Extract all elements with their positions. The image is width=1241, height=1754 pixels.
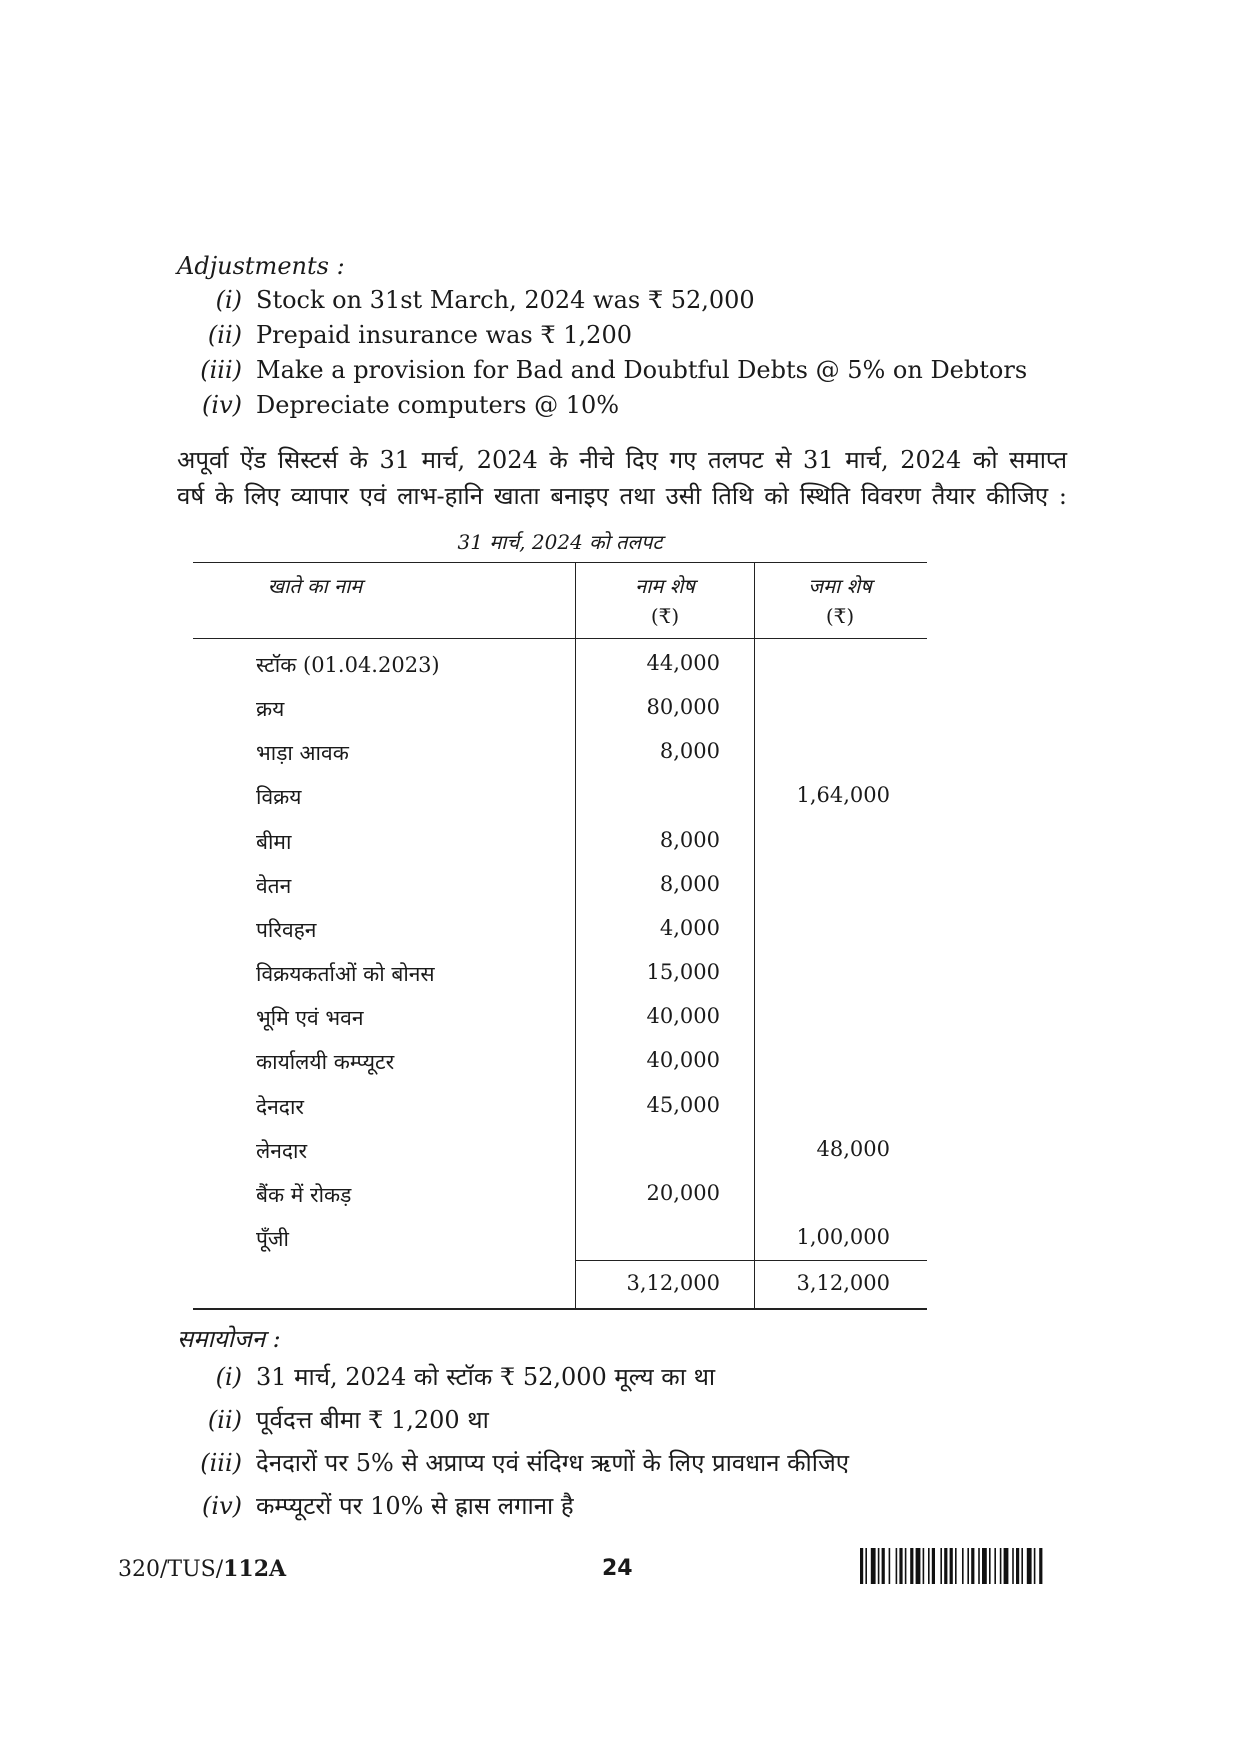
- trial-balance-title: 31 मार्च, 2024 को तलपट: [457, 530, 663, 554]
- question-line-hindi: वर्ष के लिए व्यापार एवं लाभ-हानि खाता बनाइए तथा उसी तिथि को स्थिति विवरण तैयार कीजिए :: [177, 482, 1067, 510]
- account-name: पूँजी: [256, 1227, 289, 1251]
- debit-amount: 45,000: [646, 1093, 720, 1117]
- credit-amount: 1,00,000: [796, 1225, 890, 1249]
- account-name: स्टॉक (01.04.2023): [256, 653, 440, 677]
- adjustment-item-hindi: (ii) पूर्वदत्त बीमा ₹ 1,200 था: [207, 1406, 489, 1434]
- account-name: भाड़ा आवक: [256, 741, 349, 765]
- account-name: बैंक में रोकड़: [256, 1183, 352, 1207]
- adjustments-heading: Adjustments :: [177, 252, 345, 280]
- account-name: विक्रय: [256, 785, 302, 809]
- header-debit: नाम शेष: [635, 574, 695, 598]
- account-name: कार्यालयी कम्प्यूटर: [256, 1050, 395, 1074]
- total-debit: 3,12,000: [626, 1271, 720, 1295]
- debit-amount: 80,000: [646, 695, 720, 719]
- adjustment-item: (iv) Depreciate computers @ 10%: [202, 391, 620, 419]
- debit-amount: 40,000: [646, 1004, 720, 1028]
- debit-amount: 20,000: [646, 1181, 720, 1205]
- account-name: विक्रयकर्ताओं को बोनस: [256, 962, 435, 986]
- account-name: वेतन: [256, 874, 292, 898]
- header-debit-unit: (₹): [650, 604, 680, 628]
- debit-amount: 44,000: [646, 651, 720, 675]
- header-account-name: खाते का नाम: [267, 574, 363, 598]
- debit-amount: 8,000: [659, 739, 720, 763]
- page-number: 24: [602, 1556, 633, 1581]
- adjustment-item: (i) Stock on 31st March, 2024 was ₹ 52,000: [215, 286, 755, 314]
- credit-amount: 48,000: [816, 1137, 890, 1161]
- debit-amount: 8,000: [659, 828, 720, 852]
- column-divider: [754, 562, 755, 1309]
- table-bottom-rule: [193, 1308, 927, 1310]
- account-name: क्रय: [256, 697, 285, 721]
- question-line-hindi: अपूर्वा ऐंड सिस्टर्स के 31 मार्च, 2024 के नीचे दिए गए तलपट से 31 मार्च, 2024 को समाप्त: [177, 446, 1067, 474]
- debit-amount: 4,000: [659, 916, 720, 940]
- account-name: देनदार: [256, 1095, 304, 1119]
- column-divider: [575, 562, 576, 1309]
- adjustment-item: (ii) Prepaid insurance was ₹ 1,200: [207, 321, 632, 349]
- adjustment-item-hindi: (iii) देनदारों पर 5% से अप्राप्य एवं संदिग्ध ऋणों के लिए प्रावधान कीजिए: [200, 1449, 850, 1477]
- account-name: लेनदार: [256, 1139, 308, 1163]
- adjustment-item-hindi: (i) 31 मार्च, 2024 को स्टॉक ₹ 52,000 मूल्य का था: [215, 1363, 716, 1391]
- account-name: परिवहन: [256, 918, 317, 942]
- total-credit: 3,12,000: [796, 1271, 890, 1295]
- paper-code: 320/TUS/112A: [118, 1556, 287, 1582]
- header-credit: जमा शेष: [808, 574, 872, 598]
- debit-amount: 15,000: [646, 960, 720, 984]
- adjustment-item: (iii) Make a provision for Bad and Doubtful Debts @ 5% on Debtors: [200, 356, 1028, 384]
- debit-amount: 8,000: [659, 872, 720, 896]
- adjustments-heading-hindi: समायोजन :: [177, 1325, 281, 1353]
- barcode-image: [860, 1548, 1118, 1584]
- table-top-rule: [193, 562, 927, 563]
- adjustment-item-hindi: (iv) कम्प्यूटरों पर 10% से ह्रास लगाना है: [202, 1492, 574, 1520]
- header-credit-unit: (₹): [825, 604, 855, 628]
- credit-amount: 1,64,000: [796, 783, 890, 807]
- total-top-rule: [575, 1260, 927, 1261]
- debit-amount: 40,000: [646, 1048, 720, 1072]
- account-name: बीमा: [256, 830, 292, 854]
- account-name: भूमि एवं भवन: [256, 1006, 364, 1030]
- table-header-rule: [193, 638, 927, 639]
